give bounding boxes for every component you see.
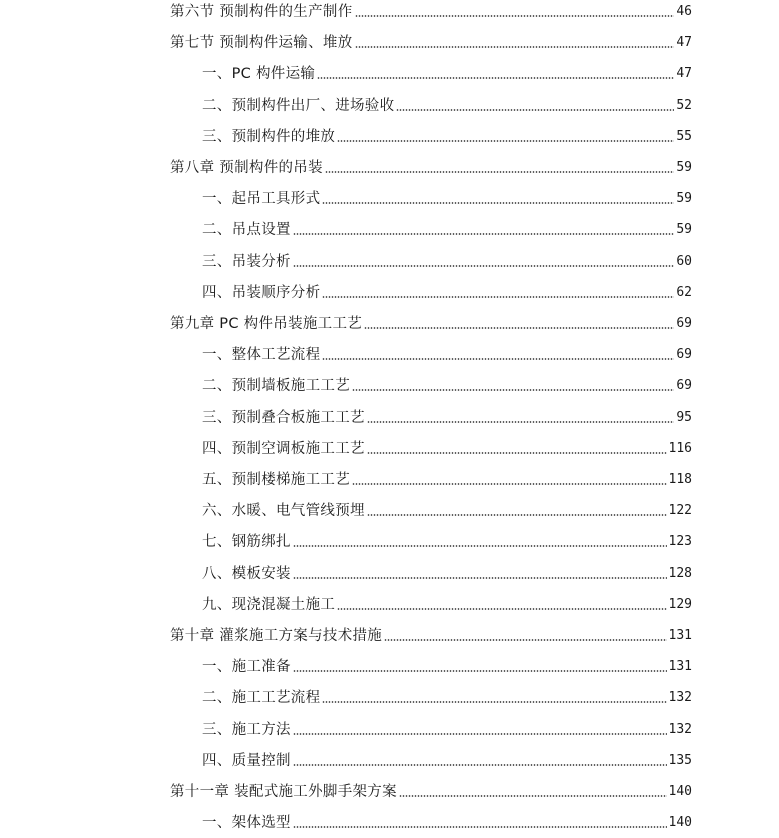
toc-page-number: 59 — [676, 160, 692, 175]
toc-dot-leader — [352, 389, 674, 391]
toc-page-number: 122 — [668, 503, 692, 519]
toc-dot-leader — [367, 514, 667, 516]
toc-dot-leader — [367, 452, 667, 454]
toc-section-entry[interactable] — [202, 280, 692, 302]
toc-page-number: 55 — [676, 128, 692, 144]
toc-dot-leader — [293, 670, 667, 672]
toc-page-number: 69 — [676, 316, 692, 331]
toc-page-number: 47 — [676, 66, 692, 82]
toc-dot-leader — [399, 795, 667, 797]
toc-page-number: 132 — [668, 690, 692, 706]
toc-entry-title: 四、吊装顺序分析 — [202, 284, 321, 301]
toc-entry-title: 三、施工方法 — [202, 721, 291, 738]
toc-entry-title: 第六节 预制构件的生产制作 — [170, 4, 353, 20]
toc-entry-title: 六、水暖、电气管线预埋 — [202, 503, 365, 520]
toc-section-entry[interactable] — [202, 249, 692, 271]
toc-entry-title: 第七节 预制构件运输、堆放 — [170, 35, 353, 52]
toc-page-number: 131 — [668, 628, 692, 643]
toc-section-entry[interactable] — [202, 654, 692, 676]
toc-section-entry[interactable] — [202, 217, 692, 239]
toc-entry-title: 一、PC 构件运输 — [202, 66, 316, 83]
toc-dot-leader — [337, 140, 674, 142]
toc-entry-title: 三、预制叠合板施工工艺 — [202, 409, 365, 426]
toc-section-entry[interactable] — [202, 561, 692, 583]
toc-page-number: 118 — [668, 472, 692, 487]
toc-page-number: 140 — [668, 784, 692, 799]
toc-chapter-entry[interactable] — [170, 311, 692, 333]
toc-dot-leader — [293, 764, 667, 766]
toc-dot-leader — [293, 265, 675, 267]
toc-page-number: 116 — [668, 440, 692, 456]
toc-page-number: 69 — [676, 347, 692, 363]
toc-page-number: 52 — [676, 97, 692, 113]
toc-section-entry[interactable] — [202, 748, 692, 770]
toc-dot-leader — [293, 826, 667, 828]
toc-page-number: 95 — [676, 409, 692, 425]
toc-dot-leader — [317, 77, 674, 79]
toc-page-number: 46 — [676, 4, 692, 19]
toc-section-entry[interactable] — [202, 93, 692, 115]
toc-entry-title: 二、预制墙板施工工艺 — [202, 378, 350, 395]
toc-dot-leader — [355, 15, 675, 17]
toc-page-number: 123 — [668, 534, 692, 550]
toc-section-entry[interactable] — [202, 498, 692, 520]
toc-entry-title: 一、施工准备 — [202, 659, 291, 676]
toc-entry-title: 二、预制构件出厂、进场验收 — [202, 97, 395, 114]
toc-dot-leader — [352, 483, 667, 485]
toc-dot-leader — [293, 545, 667, 547]
toc-section-entry[interactable] — [202, 405, 692, 427]
toc-chapter-entry[interactable] — [170, 155, 692, 177]
toc-page-number: 135 — [668, 752, 692, 768]
toc-page-number: 140 — [668, 815, 692, 831]
toc-entry-title: 一、架体选型 — [202, 815, 291, 832]
toc-chapter-entry[interactable] — [170, 30, 692, 52]
toc-entry-title: 五、预制楼梯施工工艺 — [202, 472, 350, 488]
toc-dot-leader — [322, 358, 674, 360]
toc-section-entry[interactable] — [202, 592, 692, 614]
toc-dot-leader — [293, 577, 667, 579]
toc-entry-title: 第九章 PC 构件吊装施工工艺 — [170, 316, 363, 332]
toc-section-entry[interactable] — [202, 61, 692, 83]
toc-dot-leader — [293, 733, 667, 735]
toc-chapter-entry[interactable] — [170, 779, 692, 801]
toc-page-number: 69 — [676, 378, 692, 394]
toc-dot-leader — [293, 233, 675, 235]
toc-dot-leader — [337, 608, 666, 610]
toc-page-number: 129 — [668, 596, 692, 612]
toc-section-entry[interactable] — [202, 529, 692, 551]
toc-section-entry[interactable] — [202, 124, 692, 146]
toc-entry-title: 第十一章 装配式施工外脚手架方案 — [170, 784, 397, 800]
toc-entry-title: 第十章 灌浆施工方案与技术措施 — [170, 628, 383, 644]
toc-section-entry[interactable] — [202, 717, 692, 739]
toc-section-entry[interactable] — [202, 342, 692, 364]
toc-entry-title: 八、模板安装 — [202, 565, 291, 582]
toc-page-number: 132 — [668, 721, 692, 737]
toc-section-entry[interactable] — [202, 810, 692, 832]
toc-entry-title: 九、现浇混凝土施工 — [202, 596, 336, 613]
toc-section-entry[interactable] — [202, 685, 692, 707]
toc-page-number: 128 — [668, 565, 692, 581]
toc-section-entry[interactable] — [202, 436, 692, 458]
toc-section-entry[interactable] — [202, 186, 692, 208]
toc-entry-title: 二、吊点设置 — [202, 222, 291, 239]
toc-entry-title: 七、钢筋绑扎 — [202, 534, 291, 551]
toc-section-entry[interactable] — [202, 373, 692, 395]
toc-chapter-entry[interactable] — [170, 0, 692, 21]
toc-chapter-entry[interactable] — [170, 623, 692, 645]
toc-section-entry[interactable] — [202, 467, 692, 489]
toc-dot-leader — [322, 701, 666, 703]
toc-dot-leader — [325, 171, 674, 173]
toc-entry-title: 二、施工工艺流程 — [202, 690, 321, 707]
toc-dot-leader — [396, 109, 674, 111]
toc-entry-title: 四、预制空调板施工工艺 — [202, 440, 365, 457]
toc-entry-title: 一、起吊工具形式 — [202, 191, 321, 208]
toc-page-number: 131 — [668, 659, 692, 675]
toc-dot-leader — [355, 46, 675, 48]
toc-entry-title: 四、质量控制 — [202, 752, 291, 769]
toc-entry-title: 一、整体工艺流程 — [202, 347, 321, 364]
toc-dot-leader — [384, 639, 666, 641]
toc-dot-leader — [364, 327, 674, 329]
toc-entry-title: 三、预制构件的堆放 — [202, 128, 336, 145]
toc-page-number: 62 — [676, 284, 692, 300]
toc-page-number: 59 — [676, 191, 692, 207]
toc-entry-title: 第八章 预制构件的吊装 — [170, 160, 323, 176]
toc-dot-leader — [322, 296, 674, 298]
toc-entry-title: 三、吊装分析 — [202, 253, 291, 270]
toc-dot-leader — [322, 202, 674, 204]
toc-page-number: 60 — [676, 253, 692, 269]
toc-dot-leader — [367, 421, 675, 423]
toc-page-number: 47 — [676, 35, 692, 51]
toc-page-number: 59 — [676, 222, 692, 238]
